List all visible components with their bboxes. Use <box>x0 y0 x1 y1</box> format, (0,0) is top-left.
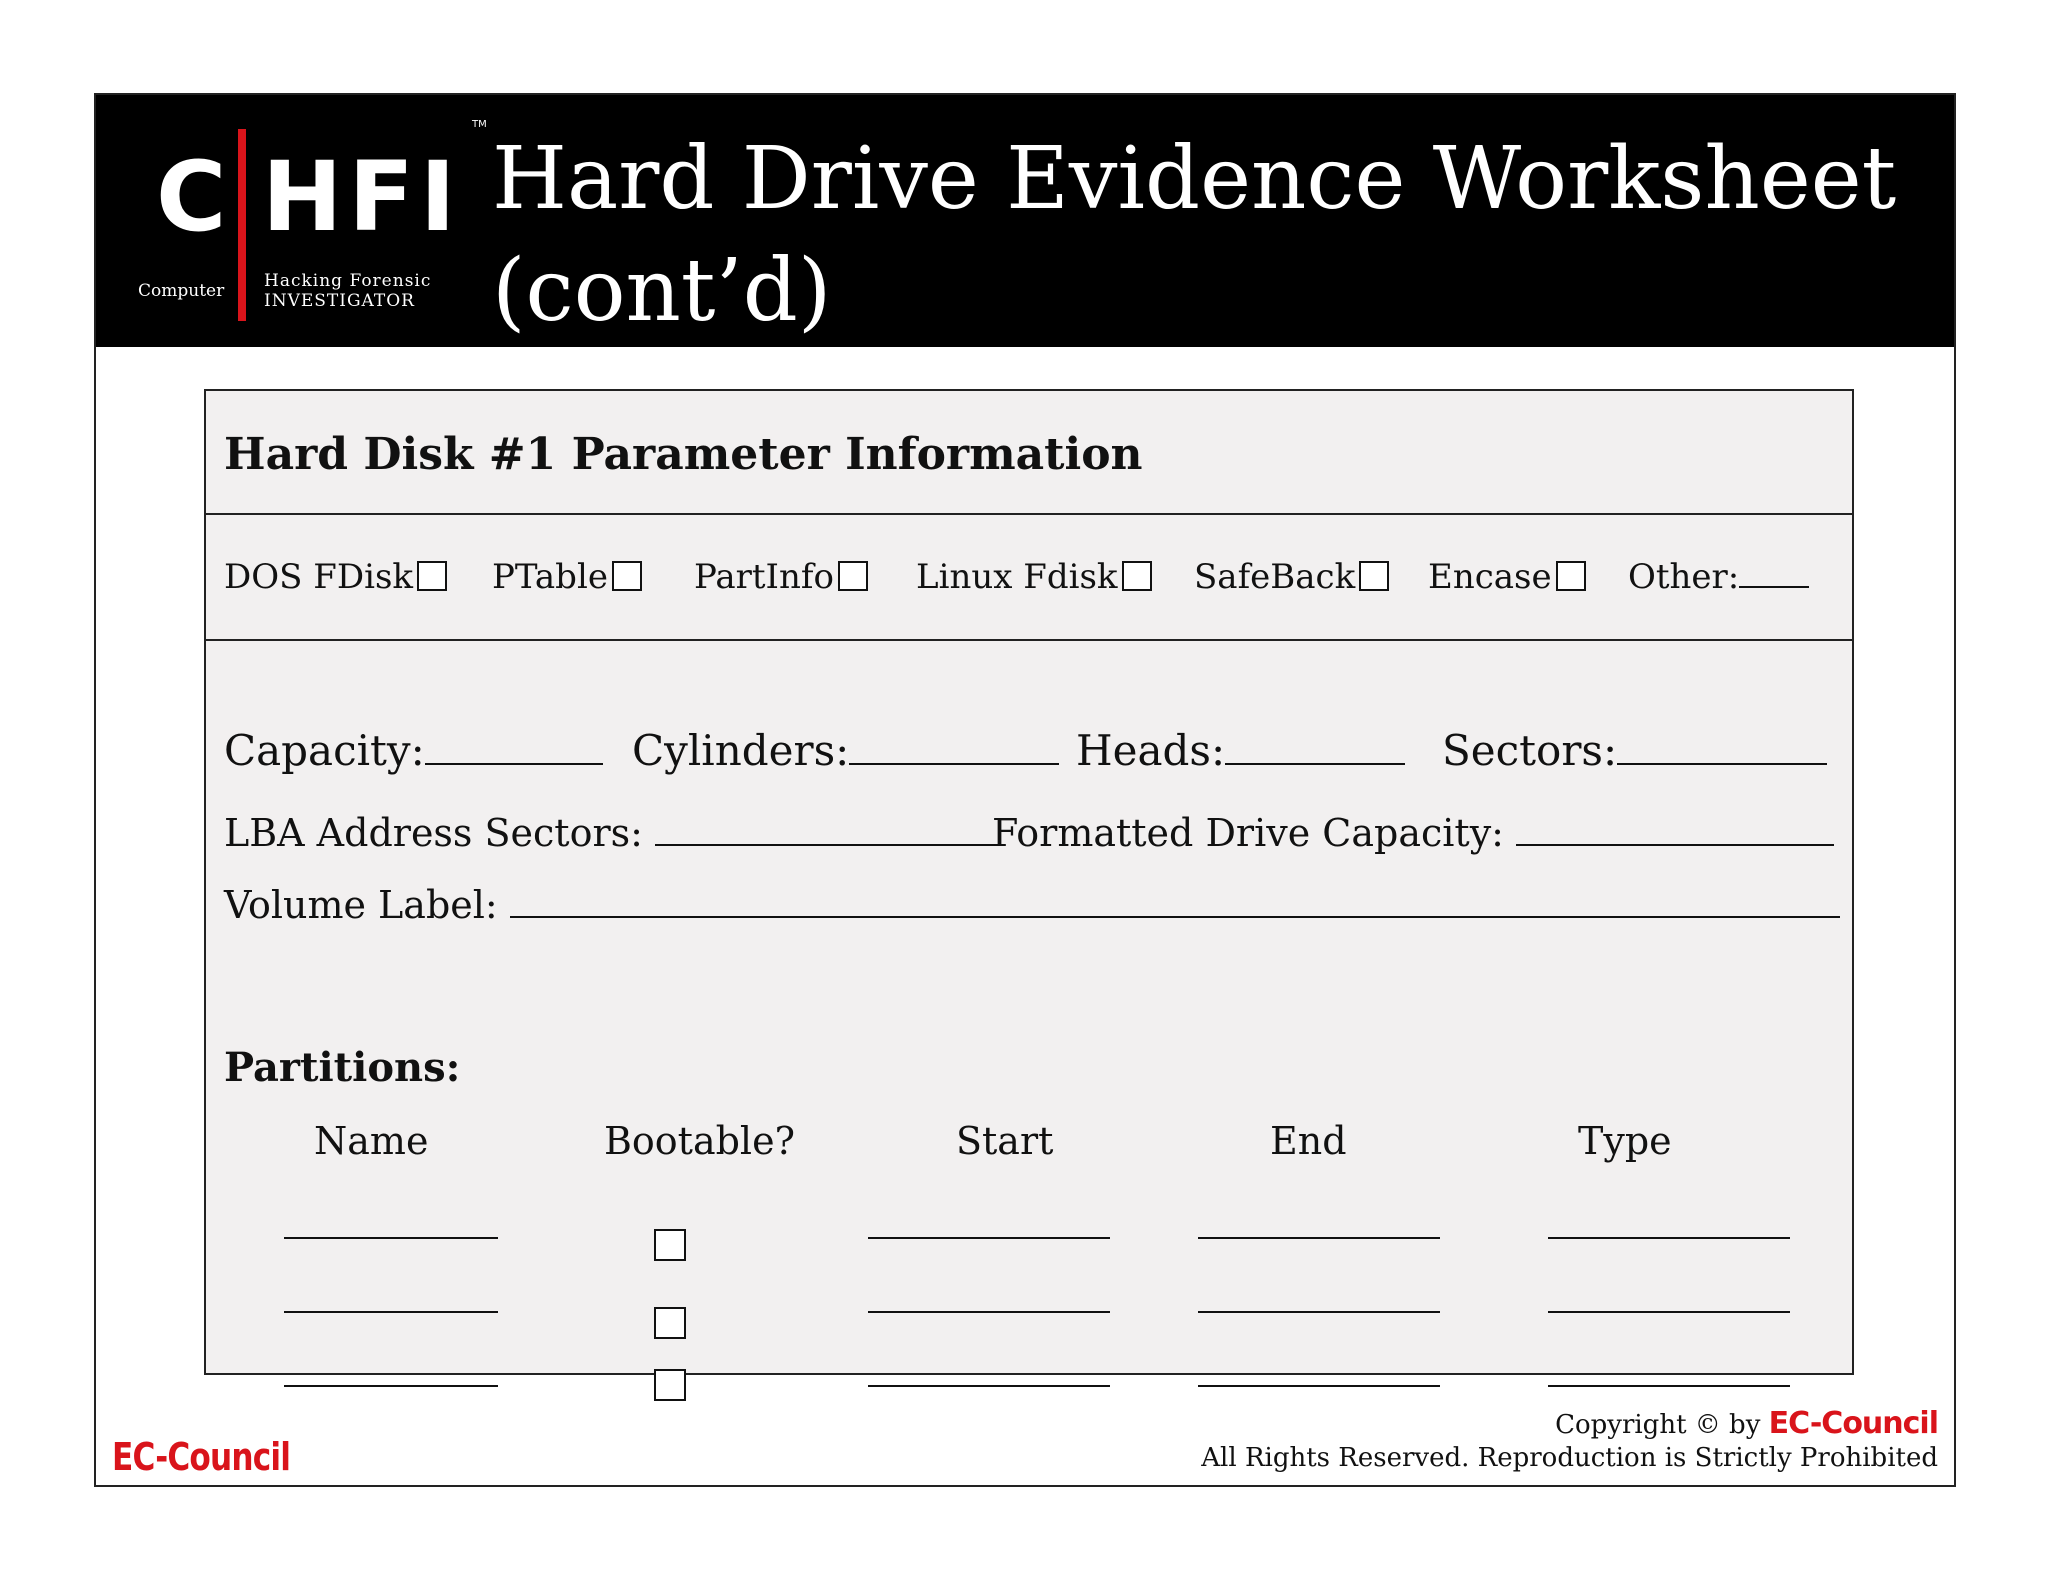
partition-1-type-input[interactable] <box>1548 1237 1790 1239</box>
ptable-checkbox[interactable] <box>612 561 642 591</box>
partition-1-bootable-checkbox[interactable] <box>654 1229 686 1261</box>
worksheet-heading: Hard Disk #1 Parameter Information <box>224 429 1143 480</box>
logo-trademark: TM <box>472 119 487 130</box>
volume-label-field <box>224 881 1840 929</box>
tools-row <box>206 515 1852 641</box>
worksheet-heading-row <box>206 391 1852 515</box>
formatted-capacity-field <box>992 809 1834 857</box>
linux-fdisk-checkbox[interactable] <box>1122 561 1152 591</box>
logo-letter-c: C <box>156 141 227 253</box>
column-type: Type <box>1578 1119 1672 1163</box>
chfi-logo <box>136 109 487 329</box>
page-title-line1: Hard Drive Evidence Worksheet <box>492 129 1897 229</box>
volume-label-input[interactable] <box>510 882 1840 918</box>
tool-partinfo <box>694 555 868 599</box>
tool-safeback <box>1194 555 1389 599</box>
capacity-field <box>224 725 603 777</box>
partition-1-end-input[interactable] <box>1198 1237 1440 1239</box>
partition-3-name-input[interactable] <box>284 1385 498 1387</box>
tool-label: DOS FDisk <box>224 557 414 597</box>
rights-line: All Rights Reserved. Reproduction is Strictly Prohibited <box>1201 1443 1938 1473</box>
formatted-capacity-label: Formatted Drive Capacity: <box>992 811 1504 855</box>
heads-field <box>1076 725 1405 777</box>
worksheet-panel <box>204 389 1854 1375</box>
partition-3-bootable-checkbox[interactable] <box>654 1369 686 1401</box>
dos-fdisk-checkbox[interactable] <box>417 561 447 591</box>
slide <box>94 93 1956 1487</box>
copyright-prefix: Copyright © by <box>1555 1410 1769 1440</box>
tool-label: SafeBack <box>1194 557 1356 597</box>
logo-investigator-text: INVESTIGATOR <box>264 291 415 311</box>
page-title-line2: (cont’d) <box>492 241 832 341</box>
copyright-line <box>1555 1407 1938 1442</box>
ec-council-logo: EC-Council <box>112 1435 291 1479</box>
tool-ptable <box>492 555 642 599</box>
sectors-label: Sectors: <box>1442 726 1618 775</box>
tool-label: Linux Fdisk <box>916 557 1118 597</box>
cylinders-label: Cylinders: <box>632 726 850 775</box>
partition-3-start-input[interactable] <box>868 1385 1110 1387</box>
copyright-brand: EC-Council <box>1768 1406 1938 1441</box>
heads-input[interactable] <box>1225 729 1405 765</box>
volume-label-label: Volume Label: <box>224 883 498 927</box>
column-end: End <box>1270 1119 1347 1163</box>
partition-2-type-input[interactable] <box>1548 1311 1790 1313</box>
column-bootable: Bootable? <box>604 1119 795 1163</box>
partition-1-start-input[interactable] <box>868 1237 1110 1239</box>
heads-label: Heads: <box>1076 726 1226 775</box>
partition-3-end-input[interactable] <box>1198 1385 1440 1387</box>
capacity-label: Capacity: <box>224 726 425 775</box>
tool-label: PartInfo <box>694 557 834 597</box>
partition-2-start-input[interactable] <box>868 1311 1110 1313</box>
logo-computer-text: Computer <box>138 281 225 301</box>
header-bar <box>96 95 1954 347</box>
partition-1-name-input[interactable] <box>284 1237 498 1239</box>
tool-other <box>1628 555 1809 599</box>
tool-encase <box>1428 555 1586 599</box>
column-start: Start <box>956 1119 1054 1163</box>
sectors-field <box>1442 725 1827 777</box>
lba-input[interactable] <box>655 810 1001 846</box>
lba-field <box>224 809 1001 857</box>
encase-checkbox[interactable] <box>1556 561 1586 591</box>
partition-2-end-input[interactable] <box>1198 1311 1440 1313</box>
partition-2-name-input[interactable] <box>284 1311 498 1313</box>
formatted-capacity-input[interactable] <box>1516 810 1834 846</box>
page-title <box>492 123 1912 347</box>
cylinders-input[interactable] <box>849 729 1059 765</box>
other-label: Other: <box>1628 557 1740 597</box>
safeback-checkbox[interactable] <box>1359 561 1389 591</box>
tool-label: PTable <box>492 557 608 597</box>
partitions-title: Partitions: <box>224 1044 461 1091</box>
partition-2-bootable-checkbox[interactable] <box>654 1307 686 1339</box>
logo-hacking-forensic-text: Hacking Forensic <box>264 271 432 291</box>
lba-label: LBA Address Sectors: <box>224 811 643 855</box>
other-input[interactable] <box>1739 556 1809 588</box>
logo-red-bar <box>238 129 246 321</box>
sectors-input[interactable] <box>1617 729 1827 765</box>
partinfo-checkbox[interactable] <box>838 561 868 591</box>
cylinders-field <box>632 725 1059 777</box>
capacity-input[interactable] <box>425 729 603 765</box>
tool-dos-fdisk <box>224 555 447 599</box>
partition-3-type-input[interactable] <box>1548 1385 1790 1387</box>
tool-label: Encase <box>1428 557 1552 597</box>
tool-linux-fdisk <box>916 555 1152 599</box>
column-name: Name <box>314 1119 429 1163</box>
logo-letters-hfi: HFI <box>262 141 462 253</box>
